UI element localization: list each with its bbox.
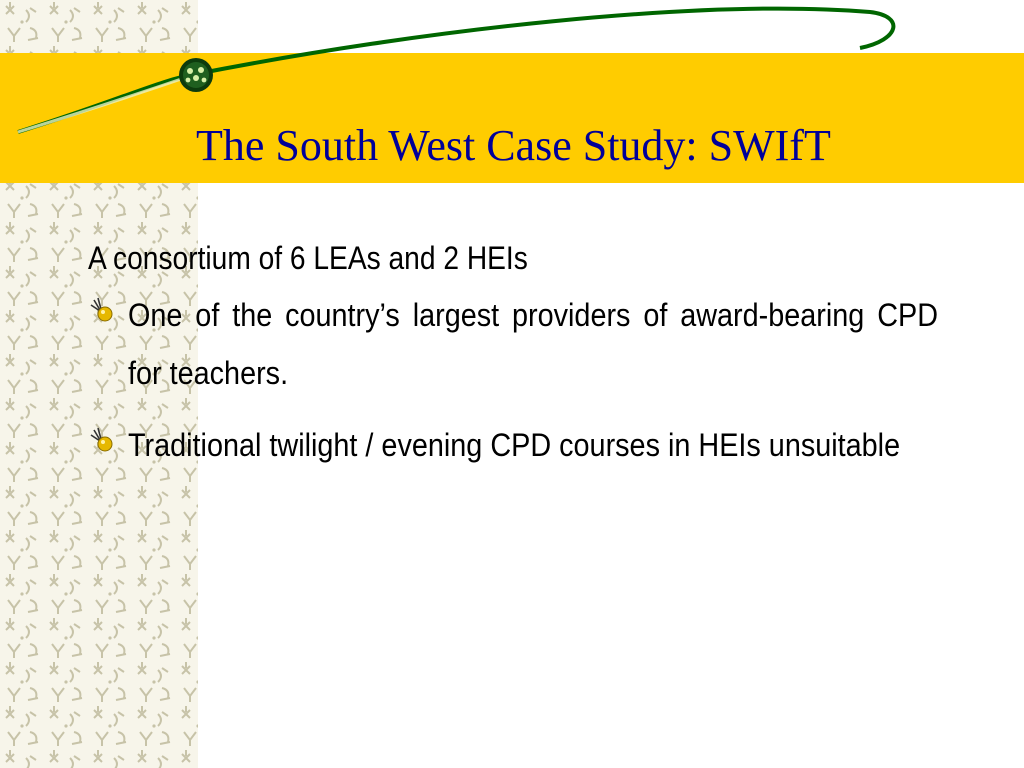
slide-body <box>88 236 938 488</box>
green-orb-icon <box>179 58 213 92</box>
bullet-text: Traditional twilight / evening CPD courses in HEIs unsuitable <box>128 427 901 463</box>
bullet-item <box>88 416 938 474</box>
flower-bullet-icon <box>88 426 116 454</box>
lead-text: A consortium of 6 LEAs and 2 HEIs <box>88 240 528 276</box>
bullet-text: One of the country’s largest providers of award-bearing CPD for teachers. <box>128 297 938 391</box>
slide-title: The South West Case Study: SWIfT <box>196 121 831 170</box>
bullet-item <box>88 286 938 402</box>
flower-bullet-icon <box>88 296 116 324</box>
